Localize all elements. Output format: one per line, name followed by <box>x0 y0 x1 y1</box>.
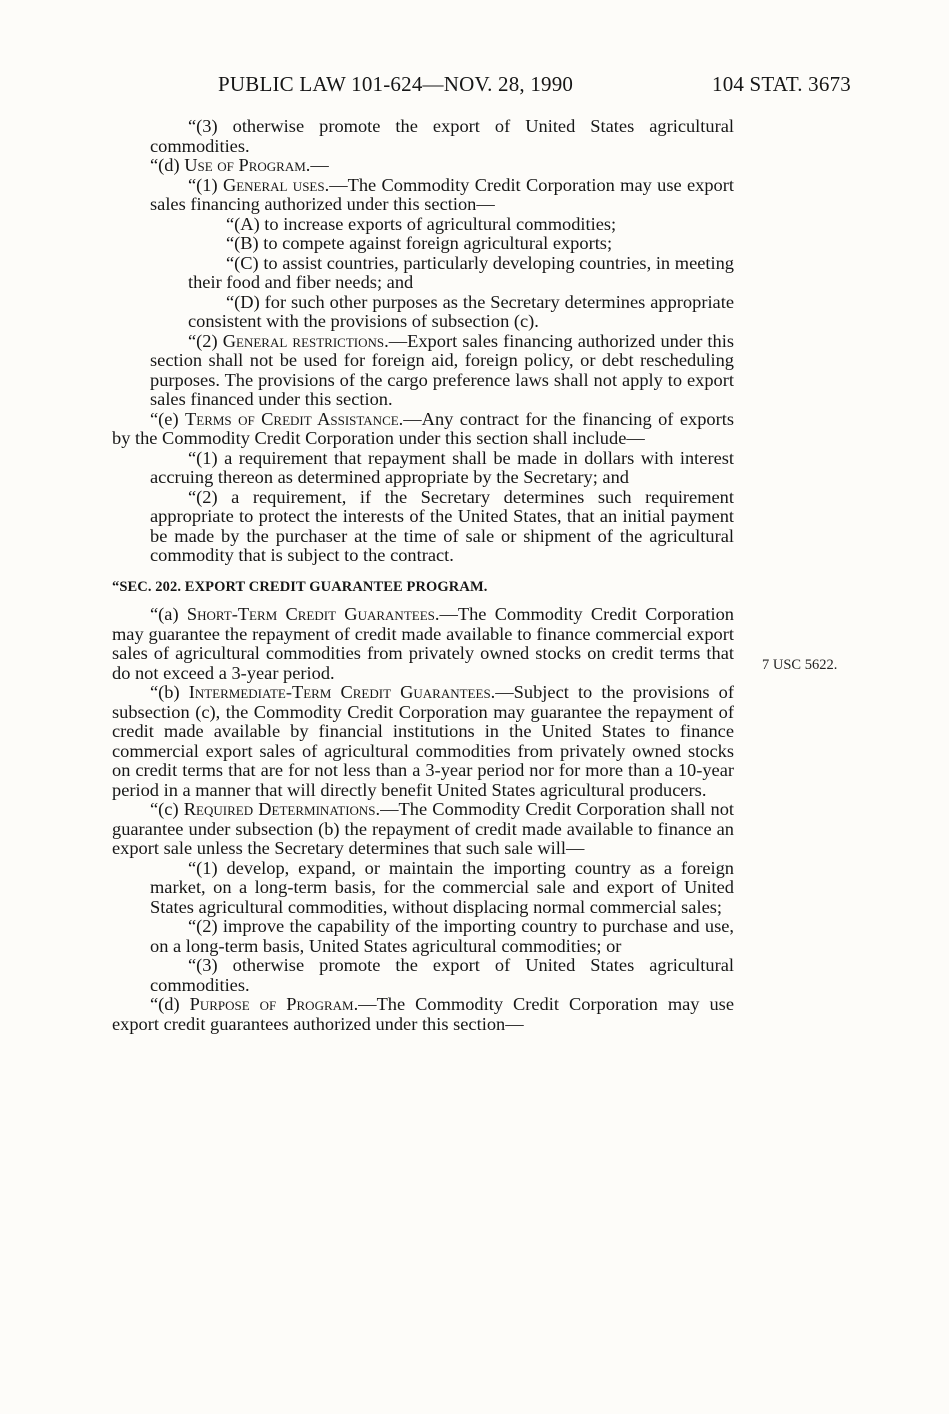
statute-paragraph <box>112 293 734 332</box>
section-heading <box>112 578 734 598</box>
paragraph-text: —The Commodity Credit Corporation may use export sales financing authorized under this section— <box>150 174 734 214</box>
statute-paragraph <box>112 956 734 995</box>
paragraph-text: “(1) a requirement that repayment shall be made in dollars with interest accruing thereon as determined appropriate by the Secretary; and <box>150 447 734 487</box>
statute-paragraph <box>112 254 734 293</box>
statute-paragraph <box>112 605 734 683</box>
statute-paragraph <box>112 917 734 956</box>
paragraph-text: “(1) <box>188 174 223 195</box>
statute-paragraph <box>112 410 734 449</box>
paragraph-text: “(2) improve the capability of the importing country to purchase and use, on a long-term basis, United States agricultural commodities; or <box>150 916 734 956</box>
paragraph-text: “(c) <box>150 799 184 819</box>
paragraph-text: —Subject to the provisions of subsection (c), the Commodity Credit Corporation may guarantee the repayment of credit made available by financial institutions in the United States to finance commercial export sales of agricultural commodities from privately owned stocks on credit terms that are for not less than a 3-year period nor for more than a 10-year period in a manner that will directly benefit United States agricultural producers. <box>112 682 734 800</box>
paragraph-text: —The Commodity Credit Corporation may use export credit guarantees authorized under this section— <box>112 994 734 1034</box>
statute-paragraph <box>112 176 734 215</box>
paragraph-heading: General restrictions. <box>222 330 389 351</box>
paragraph-text: “(3) otherwise promote the export of United States agricultural commodities. <box>150 955 734 995</box>
statute-paragraph <box>112 488 734 566</box>
paragraph-text: —Export sales financing authorized under this section shall not be used for foreign aid, foreign policy, or debt rescheduling purposes. The provisions of the cargo preference laws shall not apply to export sales financed under this section. <box>150 330 734 409</box>
paragraph-text: “(d) <box>150 994 190 1014</box>
paragraph-text: “(2) a requirement, if the Secretary determines such requirement appropriate to protect the interests of the United States, that an initial payment be made by the purchaser at the time of sale or shipment of the agricultural commodity that is subject to the contract. <box>150 486 734 565</box>
page-header <box>0 72 949 98</box>
paragraph-heading: Purpose of Program. <box>189 994 359 1014</box>
statute-body <box>112 117 734 1034</box>
statute-paragraph <box>112 683 734 800</box>
paragraph-text: “(B) to compete against foreign agricultural exports; <box>226 233 613 253</box>
paragraph-text: “SEC. 202. EXPORT CREDIT GUARANTEE PROGRAM. <box>112 578 488 595</box>
paragraph-text: — <box>310 155 329 175</box>
statute-paragraph <box>112 156 734 176</box>
paragraph-text: “(b) <box>150 682 189 702</box>
statute-paragraph <box>112 995 734 1034</box>
paragraph-text: —The Commodity Credit Corporation may guarantee the repayment of credit made available to finance commercial export sales of agricultural commodities from privately owned stocks on credit terms that do not exceed a 3-year period. <box>112 604 734 683</box>
paragraph-heading: Terms of Credit Assistance. <box>185 408 404 429</box>
paragraph-text: “(1) develop, expand, or maintain the importing country as a foreign market, on a long-term basis, for the commercial sale and export of United States agricultural commodities, without displacing normal commercial sales; <box>150 857 734 917</box>
paragraph-heading: Intermediate-Term Credit Guarantees. <box>188 682 496 702</box>
paragraph-text: “(2) <box>188 330 223 351</box>
paragraph-heading: Use of Program. <box>184 155 311 175</box>
stat-page-number: 104 STAT. 3673 <box>712 72 851 96</box>
paragraph-text: “(C) to assist countries, particularly developing countries, in meeting their food and fiber needs; and <box>188 252 734 292</box>
paragraph-heading: Required Determinations. <box>183 799 381 819</box>
usc-margin-citation: 7 USC 5622. <box>762 657 838 673</box>
paragraph-text: —The Commodity Credit Corporation shall not guarantee under subsection (b) the repayment of credit made available to finance an export sale unless the Secretary determines that such sale will— <box>112 799 734 858</box>
paragraph-heading: General uses. <box>222 174 330 195</box>
statute-paragraph <box>112 117 734 156</box>
paragraph-heading: Short-Term Credit Guarantees. <box>186 604 440 624</box>
paragraph-text: “(3) otherwise promote the export of United States agricultural commodities. <box>150 116 734 156</box>
statute-paragraph <box>112 332 734 410</box>
paragraph-text: “(a) <box>150 604 187 624</box>
statute-paragraph <box>112 234 734 254</box>
statute-paragraph <box>112 800 734 859</box>
statute-paragraph <box>112 215 734 235</box>
statute-paragraph <box>112 449 734 488</box>
paragraph-text: —Any contract for the financing of exports by the Commodity Credit Corporation under this section shall include— <box>112 408 734 448</box>
paragraph-text: “(d) <box>150 155 185 175</box>
paragraph-text: “(A) to increase exports of agricultural commodities; <box>226 213 617 234</box>
statute-paragraph <box>112 859 734 918</box>
paragraph-text: “(D) for such other purposes as the Secretary determines appropriate consistent with the provisions of subsection (c). <box>188 291 734 331</box>
paragraph-text: “(e) <box>150 408 186 429</box>
page-header-title: PUBLIC LAW 101-624—NOV. 28, 1990 <box>218 72 574 96</box>
